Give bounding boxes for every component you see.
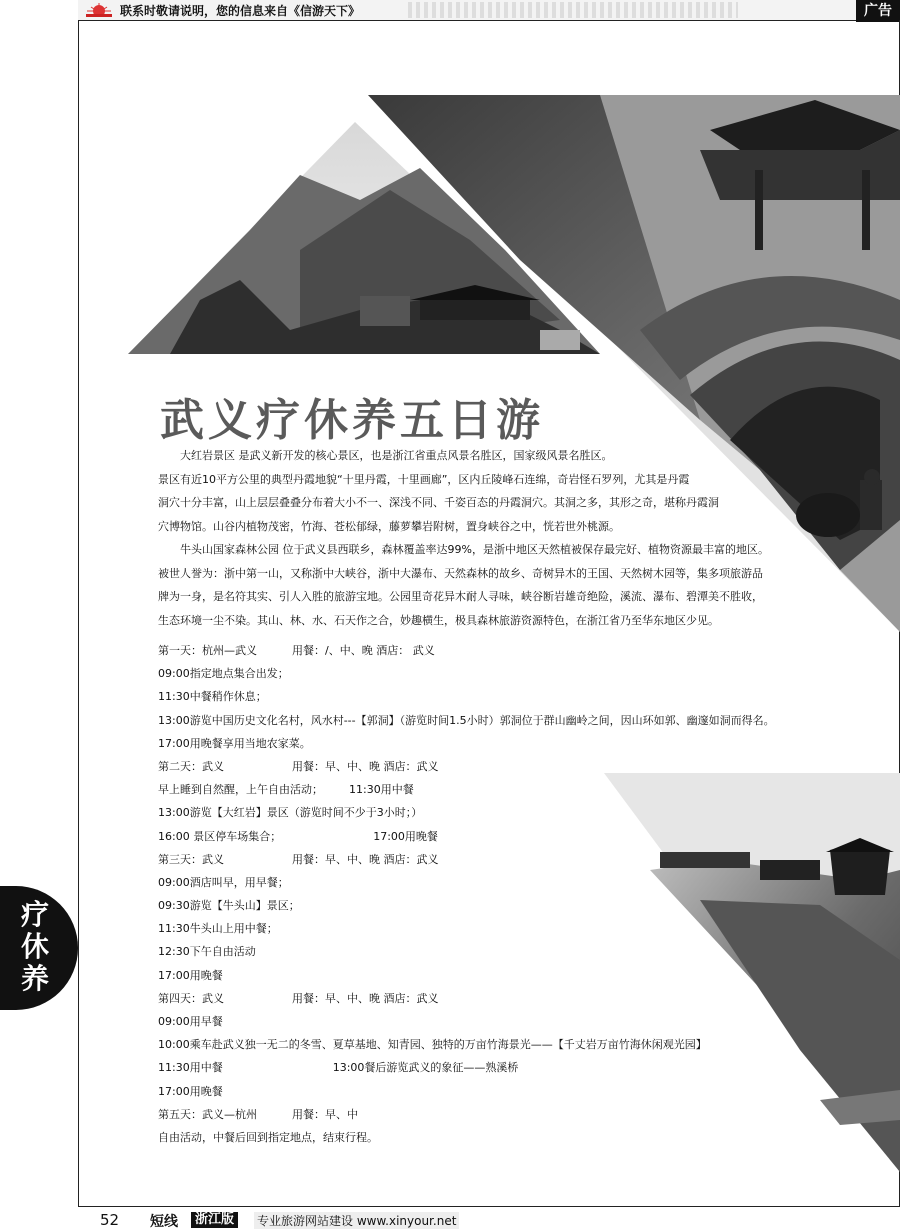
itinerary-detail: 用餐：早、中、晚 酒店：武义: [292, 759, 439, 773]
side-tab-char: 养: [20, 962, 49, 995]
itinerary-line: [158, 894, 808, 917]
itinerary-line: [158, 639, 808, 662]
itinerary-line: [158, 871, 808, 894]
side-tab-char: 疗: [20, 898, 49, 931]
itinerary-item: 09:00酒店叫早，用早餐；: [158, 875, 289, 889]
source-notice: 联系时敬请说明，您的信息来自《信游天下》: [120, 4, 361, 18]
itinerary-item: 早上睡到自然醒，上午自由活动；: [158, 783, 323, 797]
itinerary-item: 11:30用中餐: [158, 1061, 223, 1075]
itinerary-detail: 17:00用晚餐: [373, 829, 438, 843]
intro-text: [158, 444, 798, 632]
itinerary-line: [158, 778, 808, 801]
itinerary-line: [158, 1080, 808, 1103]
itinerary-detail: 11:30用中餐: [349, 783, 414, 797]
itinerary-line: [158, 662, 808, 685]
itinerary-item: 09:00指定地点集合出发；: [158, 667, 289, 681]
footer-slogan: 专业旅游网站建设 www.xinyour.net: [254, 1212, 459, 1229]
itinerary-line: [158, 987, 808, 1010]
article-title: 武义疗休养五日游: [160, 395, 544, 446]
intro-line: 景区有近10平方公里的典型丹霞地貌“十里丹霞，十里画廊”，区内丘陵峰石连绵，奇岩怪石罗列，尤其是丹霞: [158, 472, 690, 486]
itinerary-item: 10:00乘车赴武义独一无二的冬雪、夏草基地、知青园、独特的万亩竹海景光——【千丈岩万亩竹海休闲观光园】: [158, 1038, 707, 1052]
itinerary-line: [158, 1056, 808, 1079]
itinerary-list: [158, 639, 808, 1149]
itinerary-line: [158, 940, 808, 963]
intro-line: 大红岩景区 是武义新开发的核心景区，也是浙江省重点风景名胜区，国家级风景名胜区。: [180, 449, 613, 462]
itinerary-line: [158, 964, 808, 987]
itinerary-item: 自由活动，中餐后回到指定地点，结束行程。: [158, 1130, 378, 1144]
itinerary-item: 第三天：武义: [158, 852, 224, 866]
itinerary-item: 09:00用早餐: [158, 1015, 223, 1028]
intro-line: 穴博物馆。山谷内植物茂密，竹海、苍松郁绿，藤萝攀岩附树，置身峡谷之中，恍若世外桃源。: [158, 519, 620, 533]
itinerary-item: 12:30下午自由活动: [158, 945, 256, 959]
itinerary-item: 09:30游览【牛头山】景区；: [158, 899, 300, 913]
itinerary-line: [158, 1103, 808, 1126]
itinerary-detail: 用餐：早、中、晚 酒店：武义: [292, 852, 439, 866]
itinerary-item: 11:30牛头山上用中餐；: [158, 922, 278, 936]
itinerary-item: 13:00游览【大红岩】景区（游览时间不少于3小时；）: [158, 806, 423, 820]
intro-line: 牌为一身，是名符其实、引人入胜的旅游宝地。公园里奇花异木耐人寻味，峡谷断岩雄奇绝险，溪流、瀑布、碧潭美不胜收，: [158, 590, 763, 603]
itinerary-line: [158, 825, 808, 848]
category-label: 短线: [150, 1214, 178, 1230]
page-number: 52: [100, 1211, 120, 1229]
itinerary-item: 17:00用晚餐: [158, 968, 223, 982]
intro-line: 生态环境一尘不染。其山、林、水、石天作之合，妙趣横生，极具森林旅游资源特色，在浙江省乃至华东地区少见。: [158, 613, 719, 627]
itinerary-line: [158, 709, 808, 732]
itinerary-item: 11:30中餐稍作休息；: [158, 690, 267, 704]
itinerary-item: 第四天：武义: [158, 991, 224, 1005]
itinerary-item: 第二天：武义: [158, 759, 224, 773]
intro-line: 牛头山国家森林公园 位于武义县西联乡，森林覆盖率达99%，是浙中地区天然植被保存最完好、植物资源最丰富的地区。: [180, 543, 769, 556]
itinerary-item: 17:00用晚餐享用当地农家菜。: [158, 736, 311, 750]
side-tab-char: 休: [20, 930, 49, 963]
itinerary-line: [158, 917, 808, 940]
itinerary-detail: 用餐：/、中、晚 酒店： 武义: [292, 644, 435, 657]
itinerary-item: 第一天：杭州—武义: [158, 644, 257, 657]
itinerary-item: 16:00 景区停车场集合；: [158, 829, 282, 843]
itinerary-line: [158, 1033, 808, 1056]
itinerary-item: 17:00用晚餐: [158, 1084, 223, 1098]
intro-line: 被世人誉为：浙中第一山，又称浙中大峡谷，浙中大瀑布、天然森林的故乡、奇树异木的王国、天然树木园等，集多项旅游品: [158, 566, 763, 580]
itinerary-line: [158, 755, 808, 778]
itinerary-line: [158, 1010, 808, 1033]
itinerary-detail: 用餐：早、中: [292, 1107, 358, 1121]
itinerary-line: [158, 732, 808, 755]
edition-badge: 浙江版: [191, 1212, 238, 1228]
itinerary-item: 第五天：武义—杭州: [158, 1107, 257, 1121]
intro-line: 洞穴十分丰富，山上层层叠叠分布着大小不一、深浅不同、千姿百态的丹霞洞穴。其洞之多，其形之奇，堪称丹霞洞: [158, 496, 719, 509]
itinerary-line: [158, 685, 808, 708]
itinerary-line: [158, 848, 808, 871]
ad-label: 广告: [856, 0, 900, 22]
itinerary-detail: 用餐：早、中、晚 酒店：武义: [292, 991, 439, 1005]
itinerary-line: [158, 801, 808, 824]
itinerary-line: [158, 1126, 808, 1149]
itinerary-detail: 13:00餐后游览武义的象征——熟溪桥: [332, 1061, 519, 1075]
itinerary-item: 13:00游览中国历史文化名村，风水村---【郭洞】（游览时间1.5小时）郭洞位于群山幽岭之间，因山环如郭、幽邃如洞而得名。: [158, 713, 775, 727]
